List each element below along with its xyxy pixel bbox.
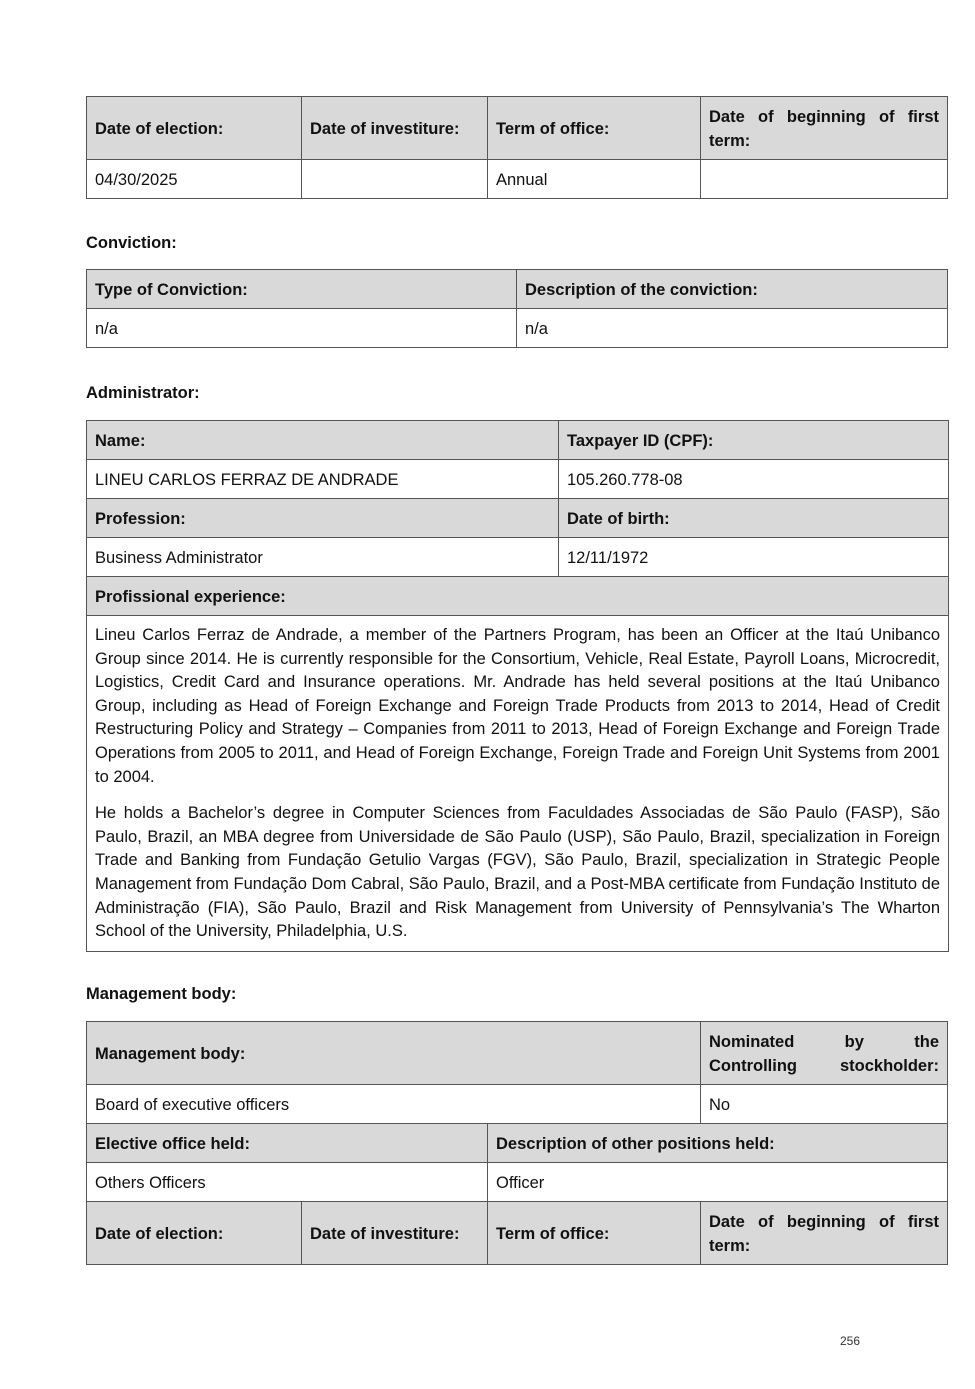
date-of-birth-value: 12/11/1972 [559, 538, 949, 577]
mgmt-term-of-office-header: Term of office: [488, 1202, 701, 1265]
administrator-table [86, 420, 949, 952]
date-of-birth-header: Date of birth: [559, 499, 949, 538]
other-positions-value: Officer [488, 1163, 948, 1202]
experience-paragraph-1: Lineu Carlos Ferraz de Andrade, a member of the Partners Program, has been an Officer at the Itaú Unibanco Group since 2014. He is currently responsible for the Consortium, Vehicle, Real Estate, Payroll Loans, Microcredit, Logistics, Credit Card and Insurance operations. Mr. Andrade has held several positions at the Itaú Unibanco Group, including as Head of Foreign Exchange and Foreign Trade Products from 2013 to 2014, Head of Credit Restructuring Policy and Strategy – Companies from 2011 to 2013, Head of Foreign Exchange and Foreign Trade Operations from 2005 to 2011, and Head of Foreign Exchange, Foreign Trade and Foreign Unit Systems from 2001 to 2004. [95, 626, 940, 786]
management-body-heading: Management body: [86, 985, 237, 1003]
conviction-description-value: n/a [517, 309, 948, 348]
cpf-value: 105.260.778-08 [559, 460, 949, 499]
cpf-header: Taxpayer ID (CPF): [559, 421, 949, 460]
professional-experience-header: Profissional experience: [87, 577, 949, 616]
term-of-office-value: Annual [488, 160, 701, 199]
conviction-type-value: n/a [87, 309, 517, 348]
date-of-investiture-value [302, 160, 488, 199]
first-term-date-header: Date of beginning of first term: [701, 97, 948, 160]
page-number: 256 [840, 1334, 861, 1348]
name-header: Name: [87, 421, 559, 460]
experience-paragraph-2: He holds a Bachelor’s degree in Computer Sciences from Faculdades Associadas de São Paulo (FASP), São Paulo, Brazil, an MBA degree from Universidade de São Paulo (USP), São Paulo, Brazil, specialization in Foreign Trade and Banking from Fundação Getulio Vargas (FGV), São Paulo, Brazil, specialization in Strategic People Management from Fundação Dom Cabral, São Paulo, Brazil, and a Post-MBA certificate from Fundação Instituto de Administração (FIA), São Paulo, Brazil and Risk Management from University of Pennsylvania’s The Wharton School of the University, Philadelphia, U.S. [95, 804, 940, 941]
administrator-heading: Administrator: [86, 384, 200, 402]
name-value: LINEU CARLOS FERRAZ DE ANDRADE [87, 460, 559, 499]
elective-office-value: Others Officers [87, 1163, 488, 1202]
elective-office-header: Elective office held: [87, 1124, 488, 1163]
management-body-value: Board of executive officers [87, 1085, 701, 1124]
conviction-heading: Conviction: [86, 234, 177, 252]
management-body-header: Management body: [87, 1022, 701, 1085]
nominated-header: Nominated by the Controlling stockholder: [701, 1022, 948, 1085]
conviction-table [86, 269, 948, 348]
profession-value: Business Administrator [87, 538, 559, 577]
date-of-investiture-header: Date of investiture: [302, 97, 488, 160]
term-of-office-header: Term of office: [488, 97, 701, 160]
conviction-description-header: Description of the conviction: [517, 270, 948, 309]
date-of-election-value: 04/30/2025 [87, 160, 302, 199]
election-table [86, 96, 948, 199]
mgmt-date-of-election-header: Date of election: [87, 1202, 302, 1265]
profession-header: Profession: [87, 499, 559, 538]
date-of-election-header: Date of election: [87, 97, 302, 160]
mgmt-first-term-date-header: Date of beginning of first term: [701, 1202, 948, 1265]
first-term-date-value [701, 160, 948, 199]
professional-experience-body [87, 616, 949, 952]
other-positions-header: Description of other positions held: [488, 1124, 948, 1163]
nominated-value: No [701, 1085, 948, 1124]
conviction-type-header: Type of Conviction: [87, 270, 517, 309]
management-table [86, 1021, 948, 1265]
mgmt-date-of-investiture-header: Date of investiture: [302, 1202, 488, 1265]
